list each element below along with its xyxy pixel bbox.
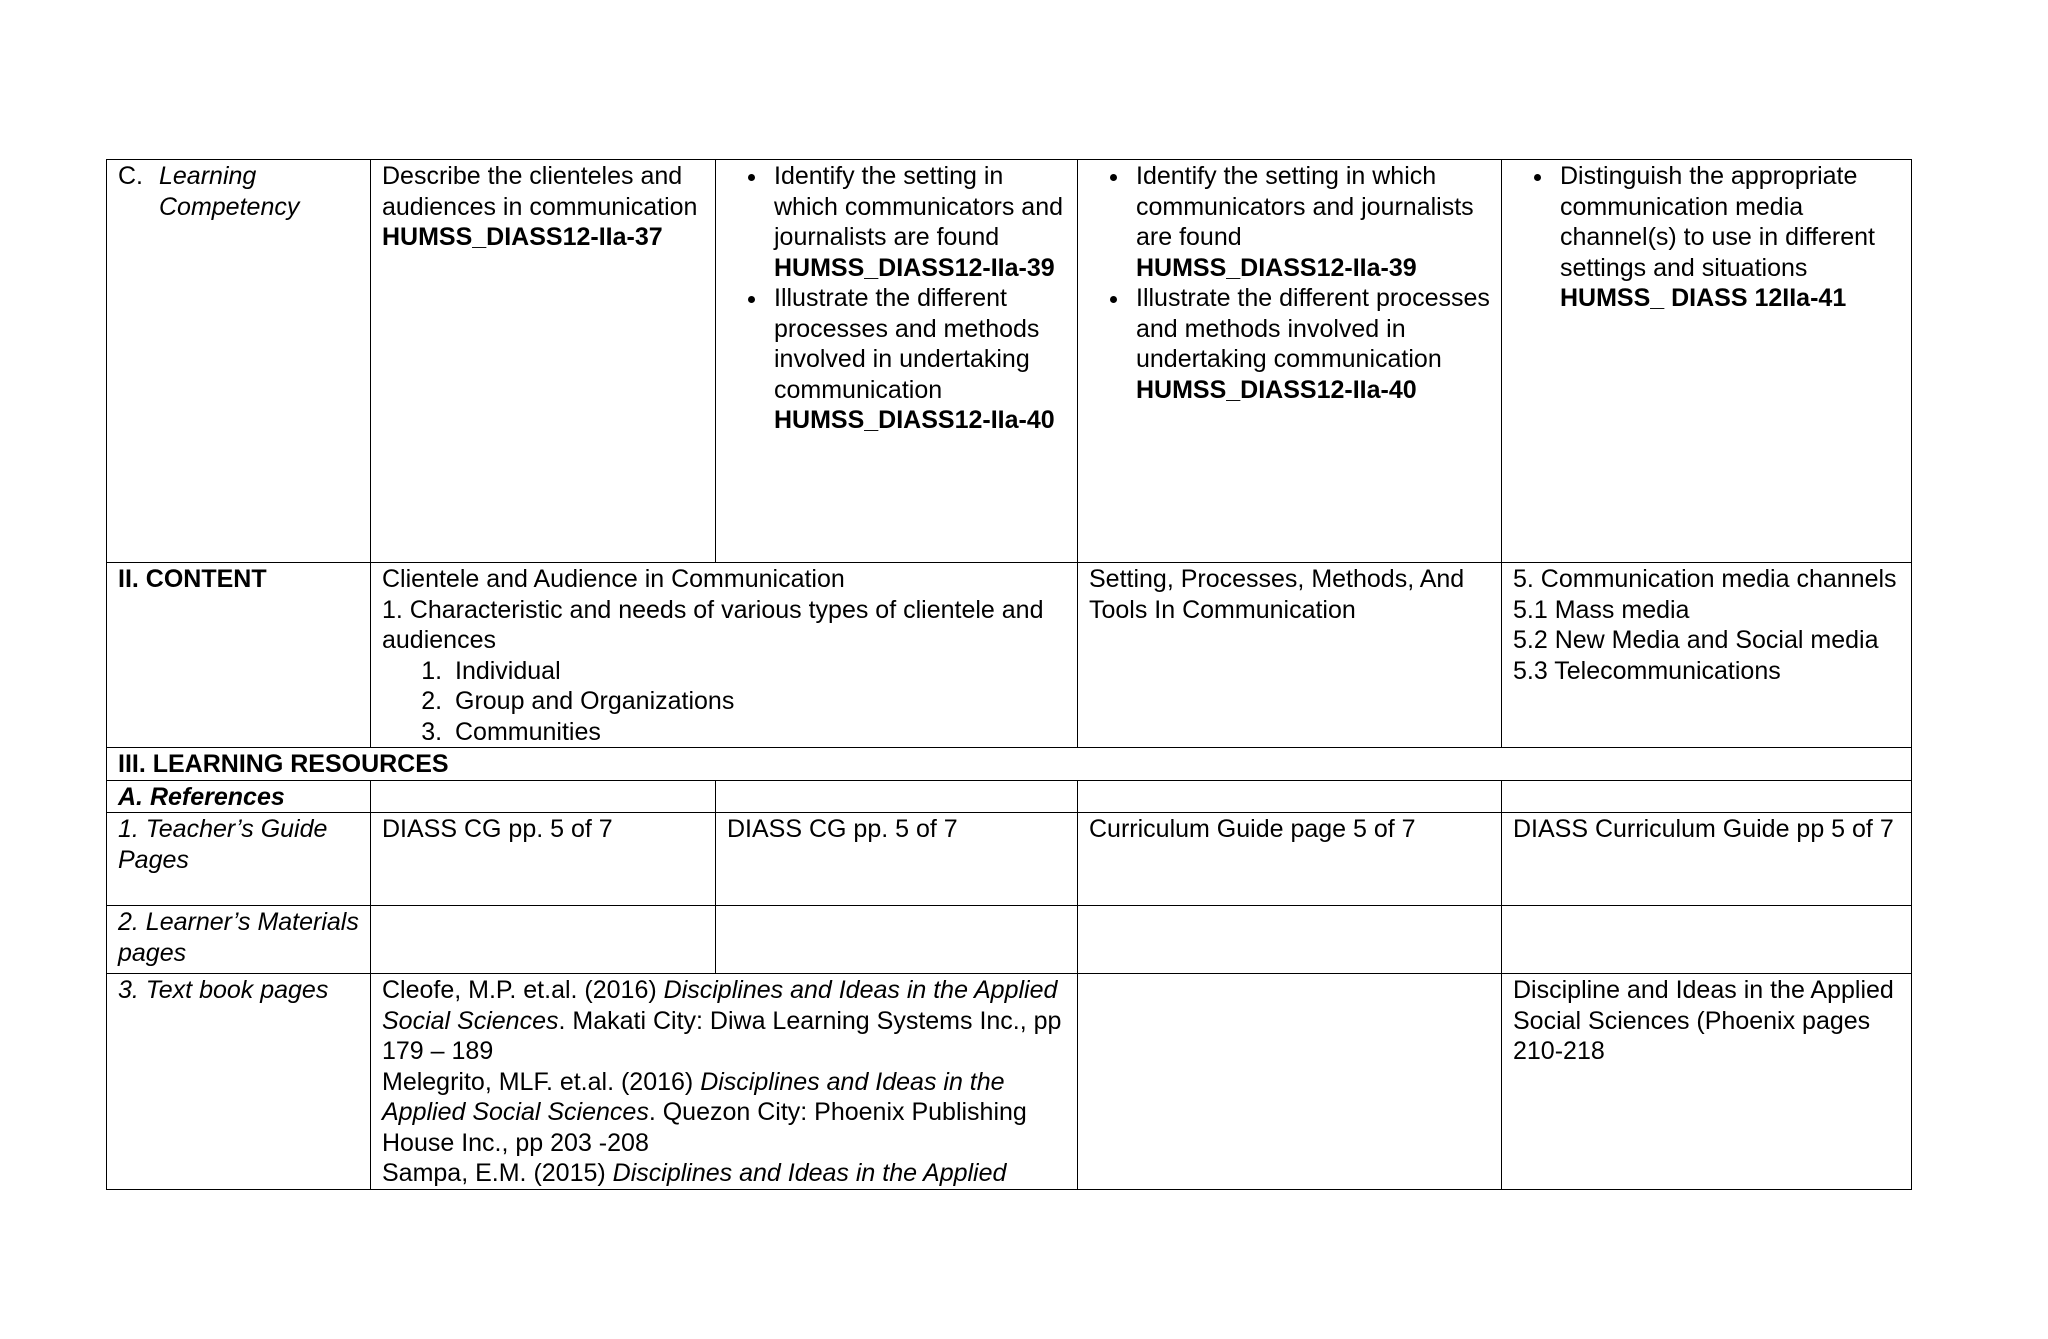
lesson-plan-table	[106, 159, 1912, 1190]
empty-cell	[716, 780, 1078, 813]
reference-author: Melegrito, MLF. et.al. (2016)	[382, 1067, 701, 1096]
content-col3: Setting, Processes, Methods, And Tools In Communication	[1078, 563, 1502, 748]
teachers-guide-label: 1. Teacher’s Guide Pages	[107, 813, 371, 906]
resources-row	[107, 748, 1912, 781]
content-list-item: 3. Communities	[449, 717, 1066, 748]
competency-col1	[371, 160, 716, 563]
competency-label-cell	[107, 160, 371, 563]
content-col4-line: 5.3 Telecommunications	[1513, 656, 1781, 685]
textbook-reference	[382, 975, 1066, 1067]
content-row	[107, 563, 1912, 748]
empty-cell	[1078, 780, 1502, 813]
references-row	[107, 780, 1912, 813]
teachers-guide-row	[107, 813, 1912, 906]
content-col12	[371, 563, 1078, 748]
competency-col3	[1078, 160, 1502, 563]
textbook-reference	[382, 1067, 1066, 1159]
content-line: 1. Characteristic and needs of various types of clientele and audiences	[382, 595, 1044, 654]
competency-text: Distinguish the appropriate communication media channel(s) to use in different settings and situations	[1560, 162, 1876, 282]
teachers-guide-col3: Curriculum Guide page 5 of 7	[1078, 813, 1502, 906]
reference-title: Disciplines and Ideas in the Applied	[612, 1159, 1007, 1187]
competency-text: Identify the setting in which communicators and journalists are found	[1136, 162, 1474, 251]
textbook-reference	[382, 1158, 1066, 1189]
reference-author: Cleofe, M.P. et.al. (2016)	[382, 976, 664, 1004]
teachers-guide-col2: DIASS CG pp. 5 of 7	[716, 813, 1078, 906]
competency-code: HUMSS_DIASS12-IIa-40	[1136, 375, 1417, 404]
teachers-guide-col1: DIASS CG pp. 5 of 7	[371, 813, 716, 906]
resources-label: III. LEARNING RESOURCES	[107, 748, 1912, 781]
learners-materials-row	[107, 906, 1912, 974]
reference-title: Disciplines and Ideas in the Applied Social Sciences	[382, 976, 1058, 1035]
empty-cell	[1502, 906, 1912, 974]
competency-label-number: C.	[118, 162, 143, 190]
reference-publisher: . Makati City: Diwa Learning Systems Inc., pp 179 – 189	[382, 1006, 1062, 1065]
content-list-item: 2. Group and Organizations	[449, 686, 1066, 717]
content-col4-line: 5.1 Mass media	[1513, 595, 1690, 624]
competency-col3-item	[1131, 283, 1490, 405]
competency-text: Identify the setting in which communicators and journalists are found	[774, 162, 1064, 251]
empty-cell	[1078, 906, 1502, 974]
competency-col1-text: Describe the clienteles and audiences in communication	[382, 162, 698, 221]
competency-row	[107, 160, 1912, 563]
textbook-references	[371, 974, 1078, 1190]
reference-title: Disciplines and Ideas in the Applied Social Sciences	[382, 1067, 1005, 1126]
textbook-label: 3. Text book pages	[107, 974, 371, 1190]
learners-materials-label: 2. Learner’s Materials pages	[107, 906, 371, 974]
competency-col4	[1502, 160, 1912, 563]
textbook-col4: Discipline and Ideas in the Applied Social Sciences (Phoenix pages 210-218	[1502, 974, 1912, 1190]
reference-publisher: . Quezon City: Phoenix Publishing House Inc., pp 203 -208	[382, 1098, 1027, 1157]
teachers-guide-col4: DIASS Curriculum Guide pp 5 of 7	[1502, 813, 1912, 906]
competency-col4-item	[1555, 161, 1900, 314]
competency-code: HUMSS_DIASS12-IIa-39	[1136, 253, 1417, 282]
empty-cell	[716, 906, 1078, 974]
competency-code: HUMSS_ DIASS 12IIa-41	[1560, 284, 1847, 312]
references-label: A. References	[107, 780, 371, 813]
reference-author: Sampa, E.M. (2015)	[382, 1159, 613, 1187]
content-col4-line: 5. Communication media channels	[1513, 565, 1897, 593]
content-list	[382, 656, 1066, 748]
textbook-row	[107, 974, 1912, 1190]
competency-text: Illustrate the different processes and methods involved in undertaking communication	[1136, 284, 1490, 373]
competency-code: HUMSS_DIASS12-IIa-39	[774, 253, 1055, 282]
competency-col2-item	[769, 161, 1066, 283]
competency-col3-item	[1131, 161, 1490, 283]
empty-cell	[371, 780, 716, 813]
empty-cell	[1502, 780, 1912, 813]
competency-text: Illustrate the different processes and methods involved in undertaking communication	[774, 284, 1040, 404]
competency-col2-item	[769, 283, 1066, 436]
competency-label: Learning Competency	[159, 162, 300, 221]
content-title: Clientele and Audience in Communication	[382, 565, 845, 593]
content-col4-line: 5.2 New Media and Social media	[1513, 626, 1879, 654]
competency-col2	[716, 160, 1078, 563]
empty-cell	[1078, 974, 1502, 1190]
content-list-item: 1. Individual	[449, 656, 1066, 687]
competency-code: HUMSS_DIASS12-IIa-40	[774, 406, 1055, 434]
competency-col1-code: HUMSS_DIASS12-IIa-37	[382, 223, 663, 251]
content-label: II. CONTENT	[107, 563, 371, 748]
content-col4	[1502, 563, 1912, 748]
empty-cell	[371, 906, 716, 974]
